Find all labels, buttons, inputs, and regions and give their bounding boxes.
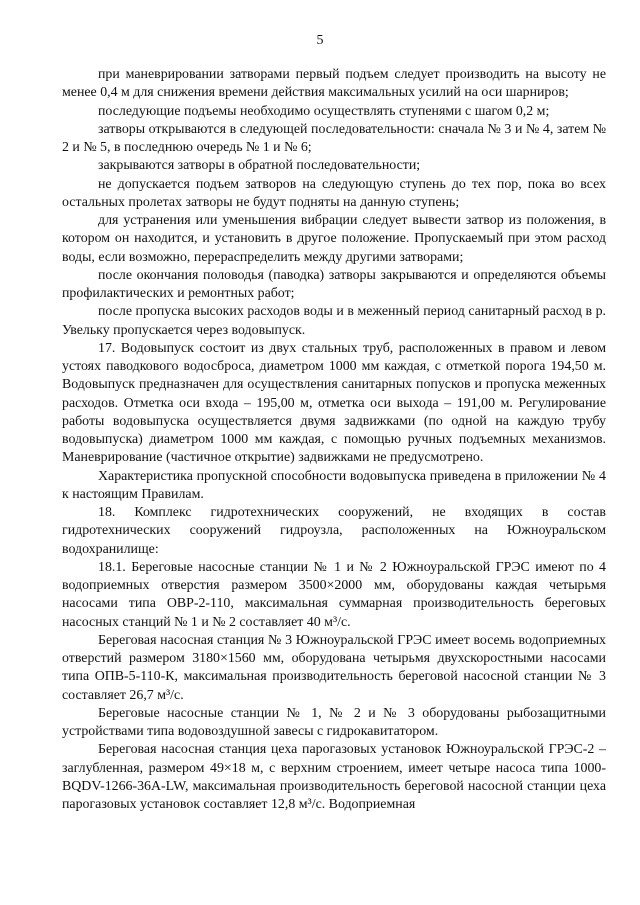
- paragraph-gate-first-lift: при маневрировании затворами первый подъем следует производить на высоту не менее 0,4 м для снижения времени действия максимальных усилий на оси шарниров;: [62, 67, 606, 101]
- paragraph-item-17: 17. Водовыпуск состоит из двух стальных труб, расположенных в правом и левом устоях паводкового водосброса, диаметром 1000 мм каждая, с отметкой порога 194,50 м. Водовыпуск предназначен для осуществления санитарных попусков и пропуска меженных расходов. Отметка оси входа – 195,00 м, отметка оси выхода – 191,00 м. Регулирование работы водовыпуска осуществляется двумя задвижками (по одной на каждую трубу водовыпуска) диаметром 1000 мм каждая, с помощью ручных подъемных механизмов. Маневрирование (частичное открытие) задвижками не предусмотрено.: [62, 340, 606, 466]
- paragraph-pump-station-3: Береговая насосная станция № 3 Южноуральской ГРЭС имеет восемь водоприемных отверстий размером 3180×1560 мм, оборудована четырьмя двухскоростными насосами типа ОПВ-5-110-К, максимальная производительность береговой насосной станции № 3 составляет 26,7 м³/с.: [62, 632, 606, 703]
- paragraph-vibration: для устранения или уменьшения вибрации следует вывести затвор из положения, в котором он находится, и установить в другое положение. Пропускаемый при этом расход воды, если возможно, перераспределить между другими затворами;: [62, 213, 606, 265]
- paragraph-item-18: 18. Комплекс гидротехнических сооружений, не входящих в состав гидротехнических сооружений гидроузла, расположенных на Южноуральском водохранилище:: [62, 505, 606, 557]
- page-number: 5: [316, 33, 324, 48]
- paragraph-closing-order: закрываются затворы в обратной последовательности;: [98, 158, 421, 174]
- paragraph-ccgt-pump-station: Береговая насосная станция цеха парогазовых установок Южноуральской ГРЭС-2 – заглубленная, размером 49×18 м, с верхним строением, имеет четыре насоса типа 1000-BQDV-1266-36A-LW, максимальная производительность береговой насосной станции цеха парогазовых установок составляет 12,8 м³/с. Водоприемная: [62, 742, 606, 812]
- paragraph-capacity-appendix: Характеристика пропускной способности водовыпуска приведена в приложении № 4 к настоящим Правилам.: [62, 468, 606, 502]
- paragraph-item-18-1: 18.1. Береговые насосные станции № 1 и № 2 Южноуральской ГРЭС имеют по 4 водоприемных отверстия размером 3500×2000 мм, оборудованы каждая четырьмя насосами типа ОВР-2-110, максимальная суммарная производительность береговых насосных станций № 1 и № 2 составляет 40 м³/с.: [62, 559, 606, 630]
- paragraph-subsequent-lifts: последующие подъемы необходимо осуществлять ступенями с шагом 0,2 м;: [98, 103, 550, 119]
- paragraph-sanitary-flow: после пропуска высоких расходов воды и в меженный период санитарный расход в р. Увельку пропускается через водовыпуск.: [62, 304, 606, 338]
- paragraph-opening-order: затворы открываются в следующей последовательности: сначала № 3 и № 4, затем № 2 и № 5, в последнюю очередь № 1 и № 6;: [62, 121, 606, 155]
- paragraph-step-rule: не допускается подъем затворов на следующую ступень до тех пор, пока во всех остальных пролетах затворы не будут подняты на данную ступень;: [62, 176, 606, 210]
- paragraph-after-flood: после окончания половодья (паводка) затворы закрываются и определяются объемы профилактических и ремонтных работ;: [62, 267, 606, 301]
- paragraph-fish-protection: Береговые насосные станции № 1, № 2 и № 3 оборудованы рыбозащитными устройствами типа водовоздушной завесы с гидрокавитатором.: [62, 705, 606, 739]
